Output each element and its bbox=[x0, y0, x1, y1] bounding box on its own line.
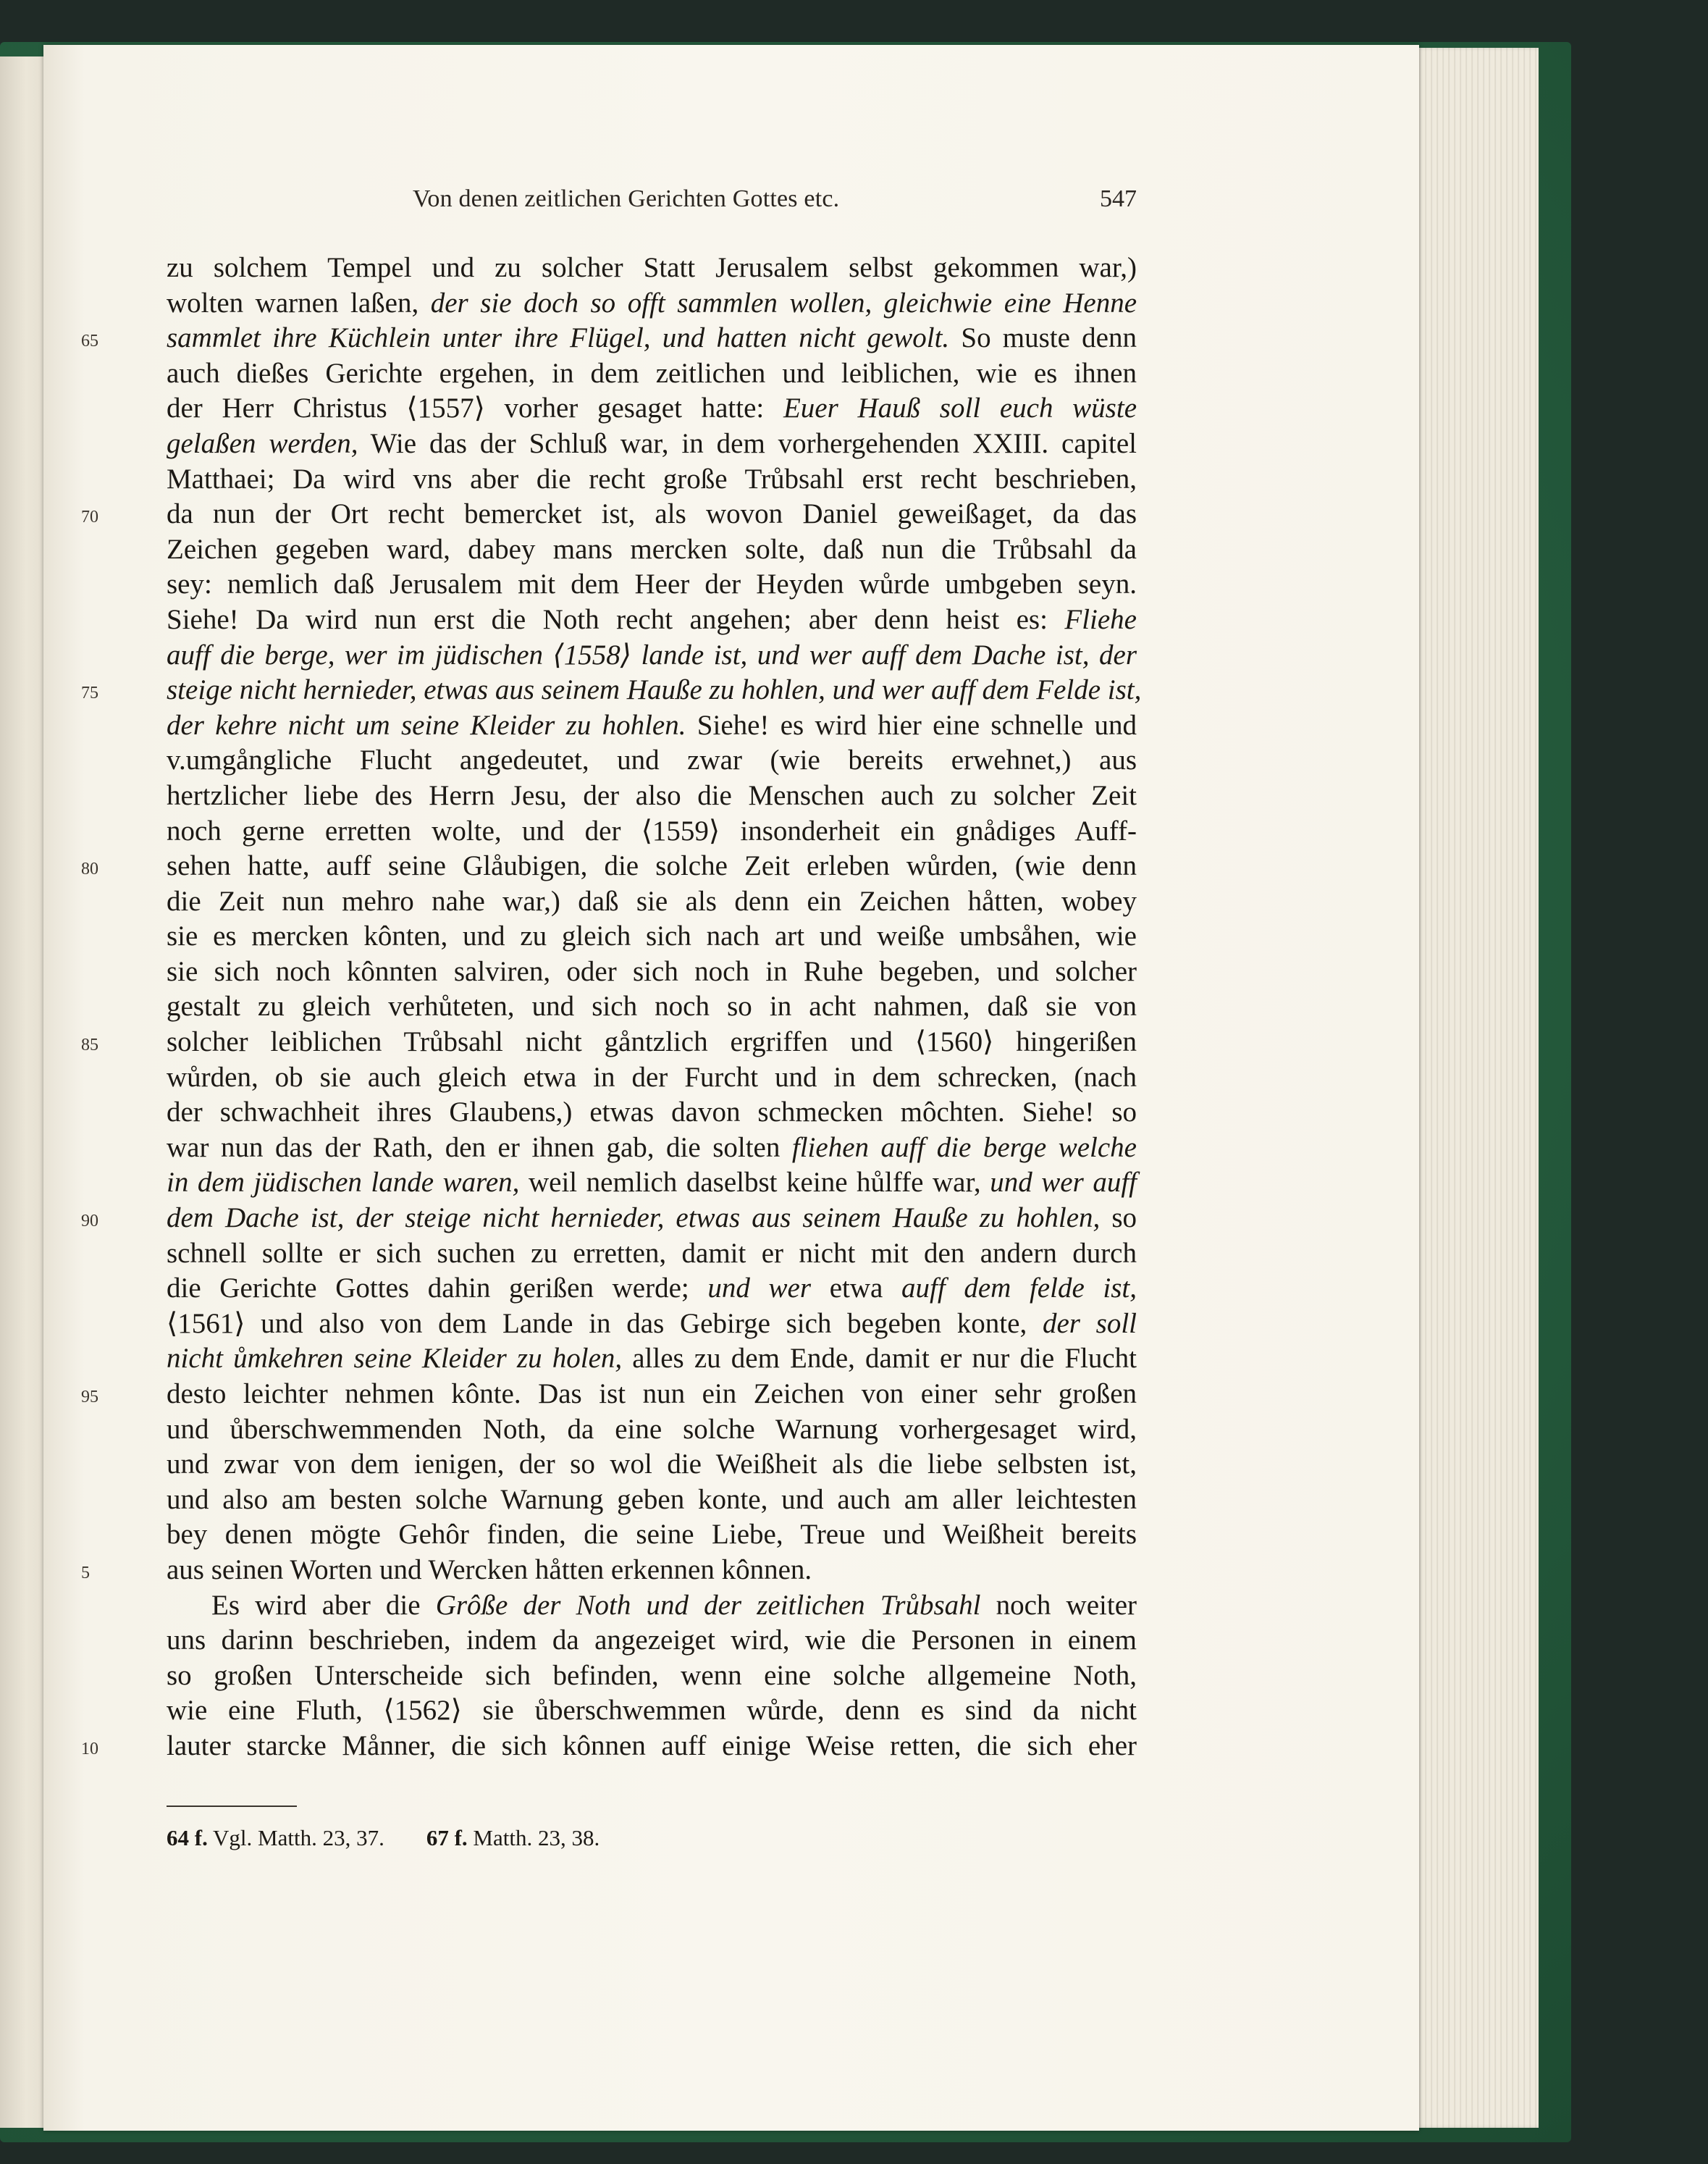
text-line bbox=[167, 919, 1137, 955]
text-line bbox=[167, 1131, 1137, 1166]
text-line bbox=[167, 1412, 1137, 1448]
italic-quote: sammlet ihre Küchlein unter ihre Flügel, und hatten nicht gewolt. bbox=[167, 322, 950, 354]
italic-quote: der soll bbox=[1042, 1307, 1137, 1339]
text-segment: etwa bbox=[811, 1272, 901, 1304]
line-number: 95 bbox=[81, 1388, 98, 1406]
italic-quote: und wer auff bbox=[990, 1167, 1137, 1199]
text-line bbox=[167, 1447, 1137, 1482]
text-segment: desto leichter nehmen kônte. Das ist nun ein Zeichen von einer sehr großen bbox=[167, 1378, 1137, 1409]
text-line bbox=[167, 567, 1137, 603]
text-segment: die Gerichte Gottes dahin gerißen werde; bbox=[167, 1272, 708, 1304]
text-line bbox=[167, 286, 1137, 322]
text-line bbox=[167, 1658, 1137, 1694]
text-line bbox=[81, 849, 1137, 884]
footnotes bbox=[167, 1825, 1137, 1851]
line-number: 90 bbox=[81, 1212, 98, 1231]
text-segment: So muste denn bbox=[949, 322, 1137, 354]
italic-quote: der kehre nicht um seine Kleider zu hohlen. bbox=[167, 709, 686, 741]
text-segment: und zwar von dem ienigen, der so wol die Weißheit als die liebe selbsten ist, bbox=[167, 1448, 1137, 1480]
text-segment: der schwachheit ihres Glaubens,) etwas davon schmecken môchten. Siehe! so bbox=[167, 1096, 1137, 1128]
text-line bbox=[167, 1517, 1137, 1553]
text-segment: Es wird aber die bbox=[211, 1589, 436, 1621]
text-segment: sie es mercken kônten, und zu gleich sich nach art und weiße umbsåhen, wie bbox=[167, 920, 1137, 952]
text-line bbox=[167, 1341, 1137, 1377]
text-line bbox=[167, 1623, 1137, 1658]
body-text bbox=[81, 251, 1142, 1764]
text-line bbox=[81, 321, 1137, 356]
italic-quote: fliehen auff die berge welche bbox=[791, 1131, 1137, 1163]
text-line bbox=[167, 638, 1137, 674]
text-line bbox=[81, 1025, 1137, 1060]
italic-quote: Fliehe bbox=[1064, 603, 1137, 635]
text-line bbox=[81, 1377, 1137, 1412]
line-number: 70 bbox=[81, 508, 98, 527]
italic-quote: nicht ůmkehren seine Kleider zu holen, bbox=[167, 1343, 623, 1375]
text-segment: aus seinen Worten und Wercken håtten erkennen kônnen. bbox=[167, 1553, 812, 1585]
running-title: Von denen zeitlichen Gerichten Gottes etc. bbox=[413, 185, 840, 212]
text-line bbox=[167, 356, 1137, 392]
text-segment: lauter starcke Månner, die sich kônnen auff einige Weise retten, die sich eher bbox=[167, 1729, 1137, 1761]
text-segment: noch gerne erretten wolte, und der ⟨1559⟩ insonderheit ein gnådiges Auff- bbox=[167, 815, 1137, 847]
footnote-ref: 67 f. bbox=[426, 1825, 468, 1850]
text-segment: solcher leiblichen Trůbsahl nicht gåntzlich ergriffen und ⟨1560⟩ hingerißen bbox=[167, 1026, 1137, 1058]
text-segment: Siehe! es wird hier eine schnelle und bbox=[686, 709, 1137, 741]
footnote-ref: 64 f. bbox=[167, 1825, 208, 1850]
text-segment: Zeichen gegeben ward, dabey mans mercken solte, daß nun die Trůbsahl da bbox=[167, 533, 1137, 565]
text-line bbox=[81, 1201, 1137, 1236]
text-segment: so bbox=[1100, 1202, 1137, 1234]
text-segment: Wie das der Schluß war, in dem vorhergehenden XXIII. capitel bbox=[358, 427, 1137, 459]
text-segment: schnell sollte er sich suchen zu erretten, damit er nicht mit den andern durch bbox=[167, 1237, 1137, 1269]
footnote bbox=[167, 1825, 384, 1851]
italic-quote: dem Dache ist, der steige nicht hernieder, etwas aus seinem Hauße zu hohlen, bbox=[167, 1202, 1101, 1234]
line-number: 85 bbox=[81, 1036, 98, 1055]
text-line bbox=[167, 1165, 1137, 1201]
italic-quote: auff dem felde ist, bbox=[901, 1272, 1137, 1304]
line-number: 80 bbox=[81, 860, 98, 879]
line-number: 65 bbox=[81, 332, 98, 351]
text-segment: v.umgångliche Flucht angedeutet, und zwar (wie bereits erwehnet,) aus bbox=[167, 745, 1137, 776]
text-segment: und also am besten solche Warnung geben konte, und auch am aller leichtesten bbox=[167, 1483, 1137, 1515]
italic-quote: auff die berge, wer im jüdischen ⟨1558⟩ lande ist, und wer auff dem Dache ist, der bbox=[167, 639, 1137, 671]
italic-quote: steige nicht hernieder, etwas aus seinem Hauße zu hohlen, und wer auff dem Felde ist, bbox=[167, 674, 1142, 706]
text-segment: auch dießes Gerichte ergehen, in dem zeitlichen und leiblichen, wie es ihnen bbox=[167, 357, 1137, 389]
text-segment: uns darinn beschrieben, indem da angezeiget wird, wie die Personen in einem bbox=[167, 1624, 1137, 1656]
text-segment: Matthaei; Da wird vns aber die recht große Trůbsahl erst recht beschrieben, bbox=[167, 463, 1137, 495]
text-line bbox=[167, 462, 1137, 498]
text-segment: war nun das der Rath, den er ihnen gab, die solten bbox=[167, 1131, 792, 1163]
text-line bbox=[167, 1271, 1137, 1307]
italic-quote: in dem jüdischen lande waren, bbox=[167, 1167, 520, 1199]
text-segment: da nun der Ort recht bemercket ist, als wovon Daniel geweißaget, da das bbox=[167, 498, 1137, 530]
text-segment: sie sich noch kônnten salviren, oder sich noch in Ruhe begeben, und solcher bbox=[167, 955, 1137, 987]
text-line bbox=[167, 1060, 1137, 1096]
text-segment: wolten warnen laßen, bbox=[167, 287, 431, 319]
text-line bbox=[167, 1693, 1137, 1729]
footnote-text: Vgl. Matth. 23, 37. bbox=[207, 1825, 384, 1850]
text-segment: sey: nemlich daß Jerusalem mit dem Heer der Heyden wůrde umbgeben seyn. bbox=[167, 569, 1137, 600]
text-segment: sehen hatte, auff seine Glåubigen, die solche Zeit erleben wůrden, (wie denn bbox=[167, 850, 1137, 882]
italic-quote: der sie doch so offt sammlen wollen, gleichwie eine Henne bbox=[430, 287, 1137, 319]
text-line bbox=[167, 1095, 1137, 1131]
italic-quote: Euer Hauß soll euch wüste bbox=[783, 393, 1137, 424]
text-line bbox=[167, 1588, 1137, 1624]
footnote bbox=[426, 1825, 600, 1851]
text-segment: wůrden, ob sie auch gleich etwa in der Furcht und in dem schrecken, (nach bbox=[167, 1061, 1137, 1093]
text-line bbox=[167, 427, 1137, 462]
text-line bbox=[167, 989, 1137, 1025]
text-segment: der Herr Christus ⟨1557⟩ vorher gesaget hatte: bbox=[167, 393, 783, 424]
text-segment: so großen Unterscheide sich befinden, wenn eine solche allgemeine Noth, bbox=[167, 1659, 1137, 1691]
text-line bbox=[167, 1482, 1137, 1518]
text-line bbox=[167, 779, 1137, 814]
text-line bbox=[81, 497, 1137, 532]
text-line bbox=[167, 391, 1137, 427]
page-number: 547 bbox=[1100, 185, 1137, 212]
text-line bbox=[81, 673, 1142, 708]
text-line bbox=[81, 1553, 1137, 1588]
text-line bbox=[167, 251, 1137, 286]
italic-quote: und wer bbox=[707, 1272, 812, 1304]
text-segment: Siehe! Da wird nun erst die Noth recht angehen; aber denn heist es: bbox=[167, 603, 1065, 635]
italic-quote: gelaßen werden, bbox=[167, 427, 358, 459]
text-segment: hertzlicher liebe des Herrn Jesu, der also die Menschen auch zu solcher Zeit bbox=[167, 779, 1137, 811]
text-segment: die Zeit nun mehro nahe war,) daß sie als denn ein Zeichen håtten, wobey bbox=[167, 885, 1137, 917]
text-segment: alles zu dem Ende, damit er nur die Flucht bbox=[622, 1343, 1137, 1375]
text-line bbox=[167, 1307, 1137, 1342]
text-line bbox=[167, 743, 1137, 779]
text-segment: und ůberschwemmenden Noth, da eine solche Warnung vorhergesaget wird, bbox=[167, 1413, 1137, 1445]
text-segment: gestalt zu gleich verhůteten, und sich noch so in acht nahmen, daß sie von bbox=[167, 991, 1137, 1023]
page-stack-edge bbox=[1415, 48, 1539, 2128]
text-line bbox=[81, 1729, 1137, 1764]
text-line bbox=[167, 884, 1137, 920]
italic-quote: Grôße der Noth und der zeitlichen Trůbsahl bbox=[435, 1589, 981, 1621]
line-number: 75 bbox=[81, 684, 98, 703]
text-segment: noch weiter bbox=[980, 1589, 1137, 1621]
text-line bbox=[167, 955, 1137, 990]
text-line bbox=[167, 1236, 1137, 1272]
text-line bbox=[167, 603, 1137, 638]
text-line bbox=[167, 708, 1137, 744]
line-number: 5 bbox=[81, 1563, 90, 1582]
text-segment: wie eine Fluth, ⟨1562⟩ sie ůberschwemmen wůrde, denn es sind da nicht bbox=[167, 1695, 1137, 1727]
footnote-text: Matth. 23, 38. bbox=[467, 1825, 600, 1850]
text-line bbox=[167, 814, 1137, 850]
footnote-rule bbox=[167, 1806, 297, 1807]
text-line bbox=[167, 532, 1137, 568]
text-segment: ⟨1561⟩ und also von dem Lande in das Gebirge sich begeben konte, bbox=[167, 1307, 1043, 1339]
text-segment: zu solchem Tempel und zu solcher Statt Jerusalem selbst gekommen war,) bbox=[167, 252, 1137, 283]
text-segment: bey denen mögte Gehôr finden, die seine Liebe, Treue und Weißheit bereits bbox=[167, 1519, 1137, 1551]
text-segment: weil nemlich daselbst keine hůlffe war, bbox=[519, 1167, 990, 1199]
line-number: 10 bbox=[81, 1739, 98, 1758]
